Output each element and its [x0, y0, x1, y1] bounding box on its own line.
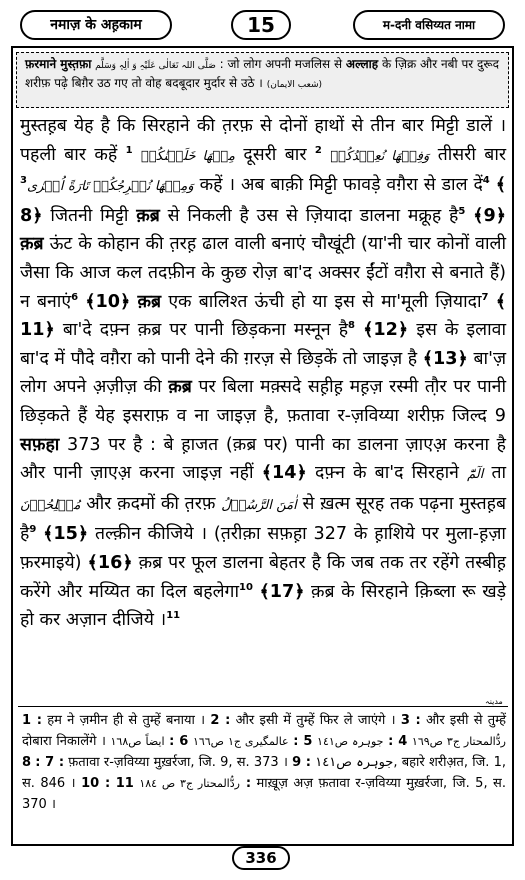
footnote-ref: 5 [458, 205, 466, 217]
body-text: क़ब्र के सिरहाने क़िब्ला रू खड़े हो कर अज़ान दीजिये । [20, 581, 507, 631]
body-text: एक बालिश्त ऊंची हो या इस से मा'मूली ज़ियादा [168, 291, 482, 312]
item-number: ﴾14﴿ [261, 463, 307, 484]
body-text: से ख़त्म सूरह तक पढ़ना मुस्तह़ब है [20, 493, 507, 545]
footnote-text: और इसी में तुम्हें फिर ले जाएंगे । [235, 713, 396, 728]
footnote-number: 6 : [169, 734, 189, 749]
body-text: पर बिला मक़्सदे सह़ीह़ मह़ज़ रस्मी तौ़र पर पानी छिड़कते हैं येह इसराफ़ व ना जाइज़ है, फ़तावा र-ज़विय्या शरीफ़ जिल्द 9 [20, 377, 506, 426]
note-text-1: : जो लोग अपनी मजलिस से [219, 57, 346, 71]
note-salutation: صَلَّی اللہ تَعَالٰی عَلَیْہِ وَ اٰلِہٖ وَسَلَّم [95, 61, 216, 71]
body-text: मुस्तह़ब येह है कि सिरहाने की त़रफ़ से दोनों हाथों से तीन बार मिट्टी डालें । पहली बार कहें [20, 116, 506, 165]
item-number: ﴾9﴿ [473, 205, 507, 226]
footnote-text: ردُّالمحتار ج٣ ص١٦٩ [411, 735, 506, 748]
body-text: इस के इलावा बा'द में पौदे वग़ैरा को पानी देने की ग़रज़ से छिड़कें तो जाइज़ है [20, 320, 506, 369]
item-number: ﴾17﴿ [259, 581, 305, 602]
body-text: ता [491, 463, 507, 484]
footnote-number: 1 : [22, 713, 42, 728]
footnotes [22, 710, 506, 815]
body-text: से निकली है उस से ज़ियादा डालना मक्रूह है [167, 205, 459, 226]
note-source: (شعب الایمان) [266, 80, 323, 90]
footnote-ref: 8 [348, 320, 356, 332]
footnote-number: 4 : [388, 734, 408, 749]
body-text: दफ़्न के बा'द सिरहाने [315, 463, 459, 484]
note-text-2: के ज़िक्र और नबी पर दुरूद शरीफ़ पढ़े बिग़ैर उठ गए तो वोह बदबूदार मुर्दार से उठे । [25, 57, 500, 90]
footnote-ref: 1 [125, 144, 133, 156]
bold-word: क़ब्र [168, 377, 192, 398]
madina-mark: مدینہ [485, 697, 503, 706]
footnote-ref: 9 [29, 524, 37, 536]
footnote-text: हम ने ज़मीन ही से तुम्हें बनाया । [47, 713, 206, 728]
footnote-ref: 3 [20, 175, 27, 187]
bold-word: क़ब्र [136, 205, 160, 226]
footnote-ref: 6 [71, 291, 79, 303]
body-text: दूसरी बार [243, 144, 307, 165]
body-text: जितनी मिट्टी [50, 205, 129, 226]
body-text: तीसरी बार [437, 144, 507, 165]
page-number-bottom: 336 [232, 846, 290, 870]
footnote-number: 11 : [115, 776, 252, 791]
footnote-ref: 10 [239, 581, 253, 593]
footnote-text: جوہرہ ص١٤١ [317, 735, 384, 748]
body-text: तल्क़ीन कीजिये । (त़रीक़ा सफ़ह़ा 327 के ह़ाशिये पर मुला-ह़ज़ा फ़रमाइये) [20, 524, 506, 573]
footnote-text: माख़ूज़ अज़ फ़तावा र-ज़विय्या मुख़र्रजा, जि. 5, स. 370 । [22, 776, 506, 812]
bold-word: सफ़हा [20, 434, 60, 455]
item-number: ﴾13﴿ [422, 348, 468, 369]
footnote-text: جوہرہ ص١٤١, बहारे शरीअ़त, जि. 1, स. 846 । [22, 755, 506, 791]
item-number: ﴾11﴿ [20, 291, 507, 341]
book-title: म-दनी वसिय्यत नामा [353, 10, 505, 40]
page-number-top: 15 [231, 10, 291, 40]
footnote-number: 8 : [22, 755, 65, 770]
item-number: ﴾16﴿ [87, 552, 133, 573]
footnote-divider [18, 706, 508, 707]
footnote-text: ردُّالمحتار ج٣ ص ١٨٤ [139, 777, 240, 790]
item-number: ﴾8﴿ [20, 175, 507, 226]
footnote-number: 9 : [292, 755, 312, 770]
footnote-number: 7 : [35, 755, 55, 770]
note-label: फ़रमाने मुस्त़फ़ा [25, 57, 92, 71]
chapter-title: नमाज़ के अह़काम [20, 10, 172, 40]
body-text: 373 पर है : बे ह़ाजत (क़ब्र पर) पानी का डालना ज़ाएअ़ करना है और पानी ज़ाएअ़ करना जाइज़ नहीं [20, 434, 507, 484]
footnote-ref: 4 [482, 175, 490, 187]
body-text: कहें । अब बाक़ी मिट्टी फावड़े वग़ैरा से डाल दें [199, 175, 483, 196]
body-text: बा'ज़ लोग अपने अ़ज़ीज़ की [20, 348, 506, 398]
arabic-verse: وَفِيۡهَا نُعِيۡدُكُمۡ [330, 148, 430, 164]
arabic-verse: الٓمّٓ [467, 467, 484, 483]
item-number: ﴾12﴿ [363, 320, 409, 341]
main-text [20, 112, 506, 692]
footnote-number: 2 : [210, 713, 231, 728]
item-number: ﴾15﴿ [43, 524, 89, 545]
arabic-verse: مِنۡهَا خَلَقۡنٰكُمۡ [140, 148, 235, 164]
footnote-text: عالمگیری ج١ ص١٦٦ [192, 735, 289, 748]
footnote-ref: 11 [166, 610, 181, 622]
arabic-verse: اٰمَنَ الرَّسُوۡلُ [221, 497, 297, 513]
footnote-ref: 2 [314, 144, 322, 156]
note-allah: अल्लाह [345, 57, 379, 71]
body-text: क़ब्र पर फूल डालना बेहतर है कि जब तक तर रहेंगे तस्बीह़ करेंगे और मय्यित का दिल बहलेगा [20, 552, 506, 602]
body-text: और क़दमों की त़रफ़ [86, 493, 216, 514]
footnote-number: 3 : [400, 713, 421, 728]
footnote-ref: 7 [481, 291, 489, 303]
footnote-text: और इसी से तुम्हें दोबारा निकालेंगे । [22, 713, 507, 749]
item-number: ﴾10﴿ [85, 291, 131, 312]
bold-word: क़ब्र [20, 234, 44, 255]
body-text: बा'दे दफ़्न क़ब्र पर पानी छिड़कना मस्नून है [62, 320, 349, 341]
footnote-text: ایضاً ص١٦٨ [110, 735, 165, 748]
hadith-note [16, 52, 509, 108]
body-text: ऊंट के कोहान की त़रह़ ढाल वाली बनाएं चौखूंटी (या'नी चार कोनों वाली जैसा कि आज कल तदफ़ीन के कुछ रोज़ बा'द अक्सर ईंटों वग़ैरा से बनाते हैं) न बनाएं [20, 234, 507, 312]
bold-word: क़ब्र [137, 291, 162, 312]
arabic-verse: مُفۡلِحُوۡنَ [20, 497, 81, 513]
footnote-number: 5 : [293, 734, 313, 749]
arabic-verse: وَمِنۡهَا نُخۡرِجُكُمۡ تَارَةً اُخۡرٰى [26, 179, 194, 195]
footnote-number: 10 : [81, 776, 111, 791]
footnote-text: फ़तावा र-ज़विय्या मुख़र्रजा, जि. 9, स. 373 । [68, 755, 288, 770]
